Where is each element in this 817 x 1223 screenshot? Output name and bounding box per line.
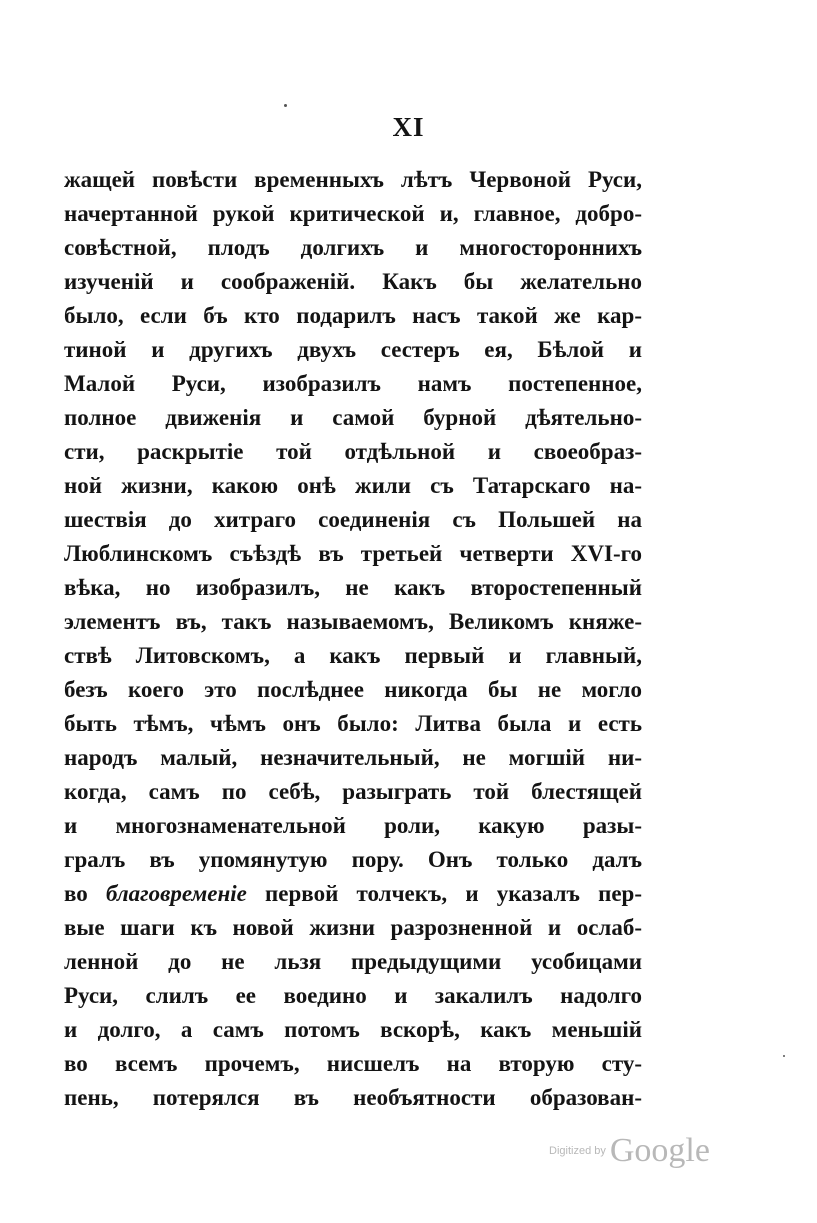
text-line: было, если бъ кто подарилъ насъ такой же кар-: [64, 303, 642, 328]
text-line: пень, потерялся въ необъятности образован-: [64, 1085, 642, 1110]
google-logo-text: Google: [609, 1132, 710, 1169]
text-line: изученій и соображеній. Какъ бы желательно: [64, 269, 642, 294]
text-line: полное движенія и самой бурной дѣятельно-: [64, 405, 642, 430]
text-line: ной жизни, какою онѣ жили съ Татарскаго на-: [64, 473, 642, 498]
text-line: сти, раскрытіе той отдѣльной и своеобраз-: [64, 439, 642, 464]
text-line: тиной и другихъ двухъ сестеръ ея, Бѣлой и: [64, 337, 642, 362]
text-line: вые шаги къ новой жизни разрозненной и ослаб-: [64, 915, 642, 940]
text-line: быть тѣмъ, чѣмъ онъ было: Литва была и есть: [64, 711, 642, 736]
body-text: [64, 163, 642, 1115]
text-line: шествія до хитраго соединенія съ Польшей на: [64, 507, 642, 532]
text-line: жащей повѣсти временныхъ лѣтъ Червоной Руси,: [64, 167, 642, 192]
line-segment: во: [64, 881, 106, 906]
digitized-watermark: [549, 1132, 729, 1172]
text-line: во всемъ прочемъ, нисшелъ на вторую сту-: [64, 1051, 642, 1076]
text-line: Руси, слилъ ее воедино и закалилъ надолго: [64, 983, 642, 1008]
text-line: элементъ въ, такъ называемомъ, Великомъ княже-: [64, 609, 642, 634]
ink-speck: [783, 1055, 785, 1057]
text-line-with-italic: [64, 877, 642, 911]
text-line: Люблинскомъ съѣздѣ въ третьей четверти XVI-го: [64, 541, 642, 566]
text-line: и многознаменательной роли, какую разы-: [64, 813, 642, 838]
text-line: вѣка, но изобразилъ, не какъ второстепенный: [64, 575, 642, 600]
text-line: ствѣ Литовскомъ, а какъ первый и главный,: [64, 643, 642, 668]
text-line: народъ малый, незначительный, не могшій ни-: [64, 745, 642, 770]
text-line: когда, самъ по себѣ, разыграть той блестящей: [64, 779, 642, 804]
watermark-small-text: Digitized by: [549, 1145, 606, 1157]
text-line: Малой Руси, изобразилъ намъ постепенное,: [64, 371, 642, 396]
ink-speck: [284, 104, 287, 107]
text-line: безъ коего это послѣднее никогда бы не могло: [64, 677, 642, 702]
italic-word: благовременіе: [105, 881, 247, 906]
text-line: ленной до не льзя предыдущими усобицами: [64, 949, 642, 974]
text-line: гралъ въ упомянутую пору. Онъ только далъ: [64, 847, 642, 872]
text-line: совѣстной, плодъ долгихъ и многостороннихъ: [64, 235, 642, 260]
page-number: XI: [392, 112, 425, 142]
text-line: и долго, а самъ потомъ вскорѣ, какъ меньшій: [64, 1017, 642, 1042]
line-segment: первой толчекъ, и указалъ пер-: [246, 881, 642, 906]
text-line: начертанной рукой критической и, главное, добро-: [64, 201, 642, 226]
